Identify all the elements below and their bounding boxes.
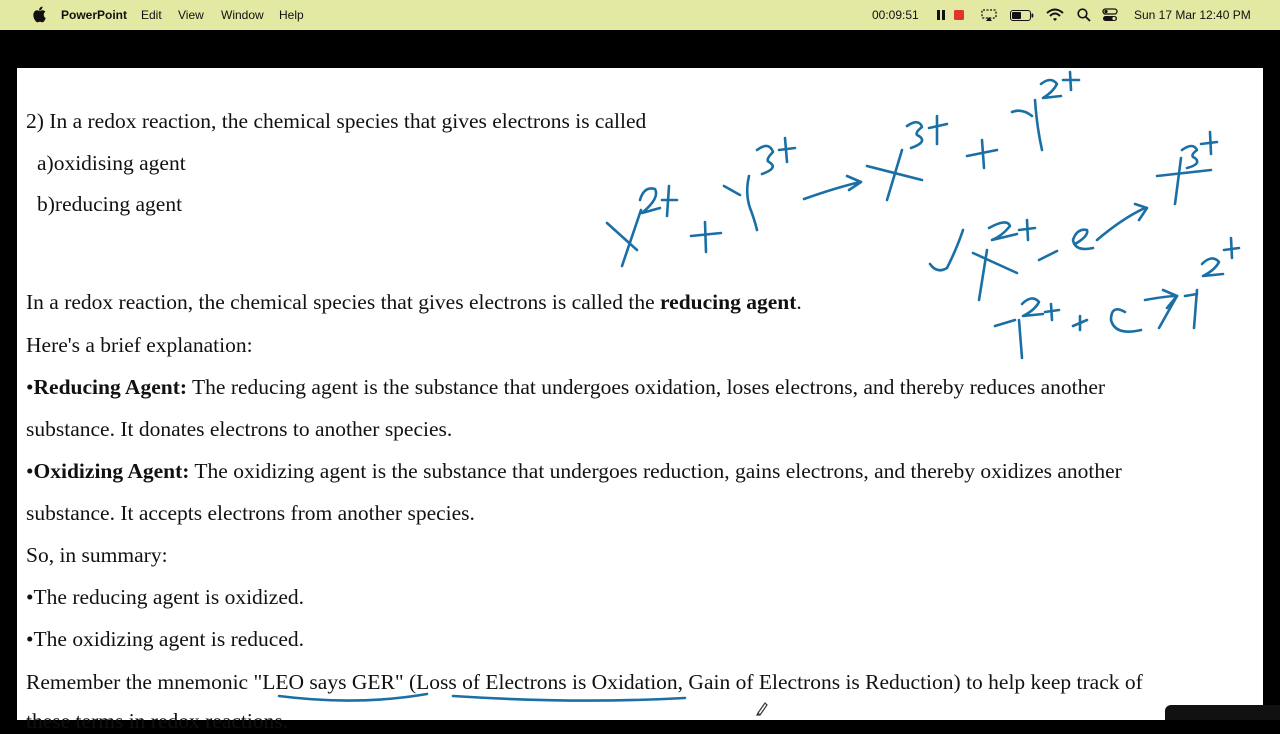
screen-mirroring-icon[interactable] (981, 9, 997, 21)
ink-plus-1 (691, 222, 721, 252)
ink-y3plus (724, 138, 795, 230)
pause-icon[interactable] (936, 10, 946, 20)
ink-oxidation-half (930, 204, 1147, 300)
summary-item-2-text: The oxidizing agent is reduced. (33, 627, 304, 651)
search-icon[interactable] (1077, 8, 1091, 22)
ink-x3plus-right (1157, 132, 1217, 204)
reducing-term: Reducing Agent: (33, 375, 188, 399)
option-a: a)oxidising agent (37, 151, 186, 175)
summary-intro: So, in summary: (26, 543, 168, 567)
ink-underline-leo (279, 694, 427, 701)
menu-bar (0, 0, 1280, 30)
oxidizing-desc-1: The oxidizing agent is the substance that undergoes reduction, gains electrons, and thereby oxidizes another (189, 459, 1122, 483)
menu-help[interactable]: Help (279, 8, 304, 22)
question-text: 2) In a redox reaction, the chemical species that gives electrons is called (26, 109, 647, 133)
oxidizing-desc-2: substance. It accepts electrons from another species. (26, 501, 475, 525)
slide (17, 68, 1263, 733)
mnemonic-line: Remember the mnemonic "LEO says GER" (Loss of Electrons is Oxidation, Gain of Electrons is Reduction) to help keep track of (26, 670, 1143, 694)
explanation-intro: Here's a brief explanation: (26, 333, 253, 357)
battery-icon[interactable] (1010, 10, 1034, 21)
cut-off-line: these terms in redox reactions. (26, 709, 289, 733)
summary-item-2: •The oxidizing agent is reduced. (26, 627, 304, 651)
reducing-desc-1: The reducing agent is the substance that undergoes oxidation, loses electrons, and thereby reduces another (187, 375, 1106, 399)
menu-edit[interactable]: Edit (141, 8, 162, 22)
ink-x3plus (867, 116, 947, 200)
ink-reduction-half (995, 238, 1239, 358)
recording-timer: 00:09:51 (872, 8, 919, 22)
menu-window[interactable]: Window (221, 8, 264, 22)
ink-arrow-1 (804, 176, 861, 199)
ink-y2plus-top (1012, 72, 1079, 150)
apple-icon[interactable] (32, 6, 46, 22)
summary-item-1-text: The reducing agent is oxidized. (33, 585, 304, 609)
oxidizing-term: Oxidizing Agent: (33, 459, 190, 483)
menu-view[interactable]: View (178, 8, 204, 22)
ink-x2plus (607, 186, 677, 266)
answer-bold: reducing agent (660, 290, 797, 314)
control-center-icon[interactable] (1102, 8, 1118, 22)
menubar-clock[interactable]: Sun 17 Mar 12:40 PM (1134, 8, 1251, 22)
handwritten-annotations (17, 68, 1263, 720)
window-top-band (0, 30, 1280, 68)
app-menu-powerpoint[interactable]: PowerPoint (61, 8, 128, 22)
pen-cursor-icon (755, 700, 769, 716)
option-b: b)reducing agent (37, 192, 183, 216)
oxidizing-agent-line: •Oxidizing Agent: The oxidizing agent is the substance that undergoes reduction, gains electrons, and thereby oxidizes another (26, 459, 1122, 483)
ink-underline-loss (453, 696, 685, 701)
summary-item-1: •The reducing agent is oxidized. (26, 585, 304, 609)
ink-plus-2 (967, 140, 997, 168)
corner-overlay (1165, 705, 1280, 720)
answer-suffix: . (796, 290, 802, 314)
reducing-agent-line: •Reducing Agent: The reducing agent is the substance that undergoes oxidation, loses electrons, and thereby reduces another (26, 375, 1106, 399)
answer-prefix: In a redox reaction, the chemical species that gives electrons is called the (26, 290, 660, 314)
record-stop-icon[interactable] (954, 10, 964, 20)
reducing-desc-2: substance. It donates electrons to another species. (26, 417, 453, 441)
wifi-icon[interactable] (1046, 8, 1064, 22)
